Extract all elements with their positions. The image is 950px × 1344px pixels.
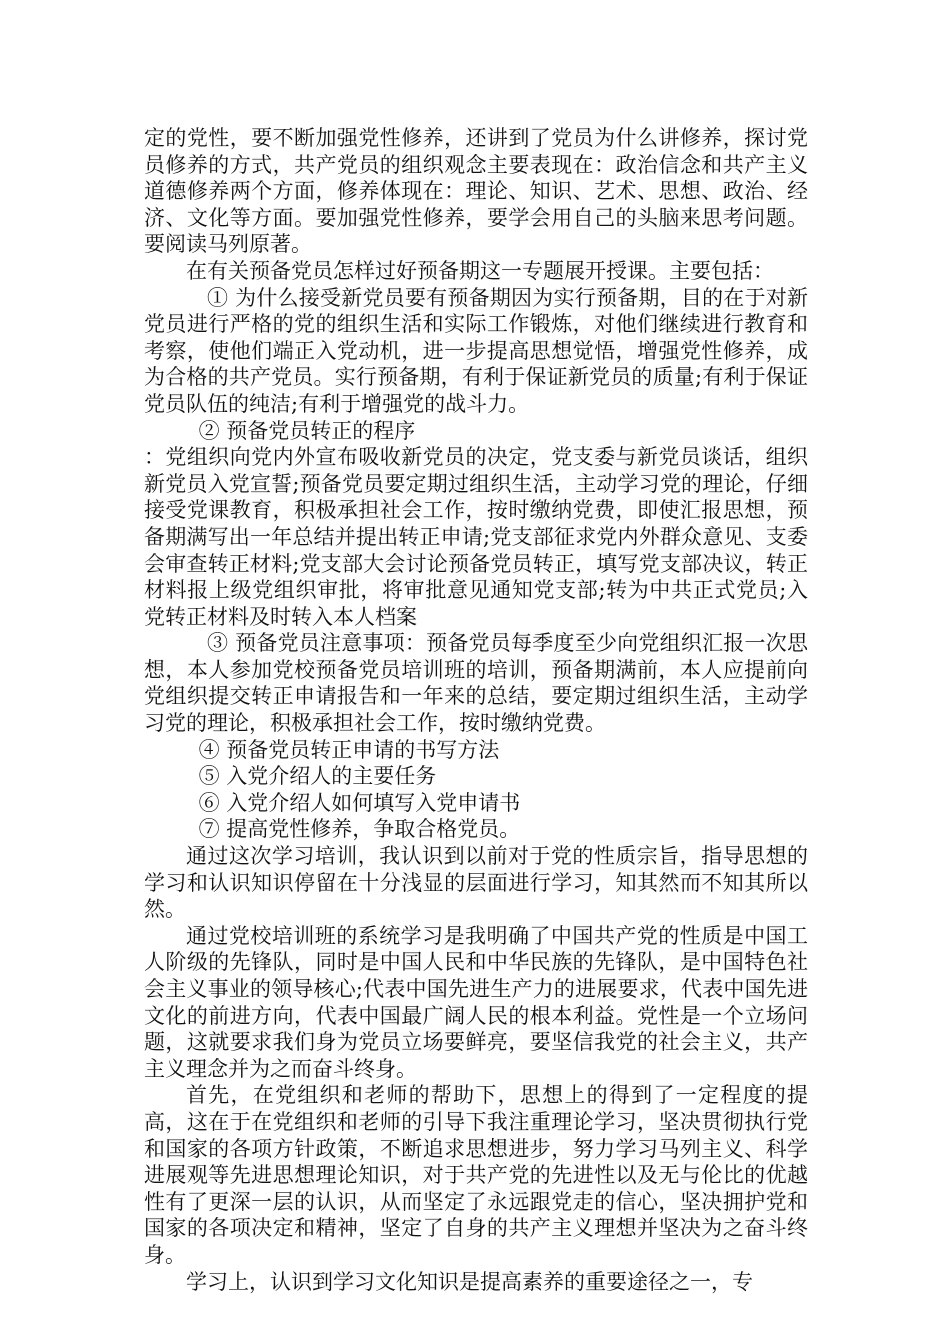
document-body xyxy=(144,125,808,1295)
paragraph-item-4: ④ 预备党员转正申请的书写方法 xyxy=(198,737,500,762)
paragraph-study-reflection: 通过这次学习培训，我认识到以前对于党的性质宗旨，指导思想的学习和认识知识停留在十分浅显的层面进行学习，知其然而不知其所以然。 xyxy=(144,844,808,922)
paragraph-2: 在有关预备党员怎样过好预备期这一专题展开授课。主要包括： xyxy=(186,258,774,283)
paragraph-item-5: ⑤ 入党介绍人的主要任务 xyxy=(198,764,437,789)
paragraph-item-1: ① 为什么接受新党员要有预备期因为实行预备期，目的在于对新党员进行严格的党的组织生活和实际工作锻炼，对他们继续进行教育和考察，使他们端正入党动机，进一步提高思想觉悟，增强党性修养，成为合格的共产党员。实行预备期，有利于保证新党员的质量;有利于保证党员队伍的纯洁;有利于增强党的战斗力。 xyxy=(144,285,808,416)
paragraph-item-2: ② 预备党员转正的程序 xyxy=(198,418,416,443)
paragraph-procedure: ：党组织向党内外宣布吸收新党员的决定，党支委与新党员谈话，组织新党员入党宣誓;预备党员要定期过组织生活，主动学习党的理论，仔细接受党课教育，积极承担社会工作，按时缴纳党费，即使汇报思想，预备期满写出一年总结并提出转正申请;党支部征求党内外群众意见、支委会审查转正材料;党支部大会讨论预备党员转正，填写党支部决议，转正材料报上级党组织审批，将审批意见通知党支部;转为中共正式党员;入党转正材料及时转入本人档案 xyxy=(144,445,808,629)
paragraph-item-3: ③ 预备党员注意事项：预备党员每季度至少向党组织汇报一次思想，本人参加党校预备党员培训班的培训，预备期满前，本人应提前向党组织提交转正申请报告和一年来的总结，要定期过组织生活，主动学习党的理论，积极承担社会工作，按时缴纳党费。 xyxy=(144,631,808,736)
paragraph-1: 定的党性，要不断加强党性修养，还讲到了党员为什么讲修养，探讨党员修养的方式，共产党员的组织观念主要表现在：政治信念和共产主义道德修养两个方面，修养体现在：理论、知识、艺术、思想、政治、经济、文化等方面。要加强党性修养，要学会用自己的头脑来思考问题。要阅读马列原著。 xyxy=(144,126,808,257)
paragraph-first: 首先，在党组织和老师的帮助下，思想上的得到了一定程度的提高，这在于在党组织和老师的引导下我注重理论学习，坚决贯彻执行党和国家的各项方针政策，不断追求思想进步，努力学习马列主义、科学进展观等先进思想理论知识，对于共产党的先进性以及无与伦比的优越性有了更深一层的认识，从而坚定了永远跟党走的信心，坚决拥护党和国家的各项决定和精神，坚定了自身的共产主义理想并坚决为之奋斗终身。 xyxy=(144,1083,808,1267)
paragraph-item-6: ⑥ 入党介绍人如何填写入党申请书 xyxy=(198,790,521,815)
paragraph-study: 学习上，认识到学习文化知识是提高素养的重要途径之一，专 xyxy=(186,1269,753,1294)
paragraph-item-7: ⑦ 提高党性修养，争取合格党员。 xyxy=(198,817,521,842)
paragraph-party-nature: 通过党校培训班的系统学习是我明确了中国共产党的性质是中国工人阶级的先锋队，同时是中国人民和中华民族的先锋队，是中国特色社会主义事业的领导核心;代表中国先进生产力的进展要求，代表中国先进文化的前进方向，代表中国最广阔人民的根本利益。党性是一个立场问题，这就要求我们身为党员立场要鲜亮，要坚信我党的社会主义，共产主义理念并为之而奋斗终身。 xyxy=(144,923,808,1081)
